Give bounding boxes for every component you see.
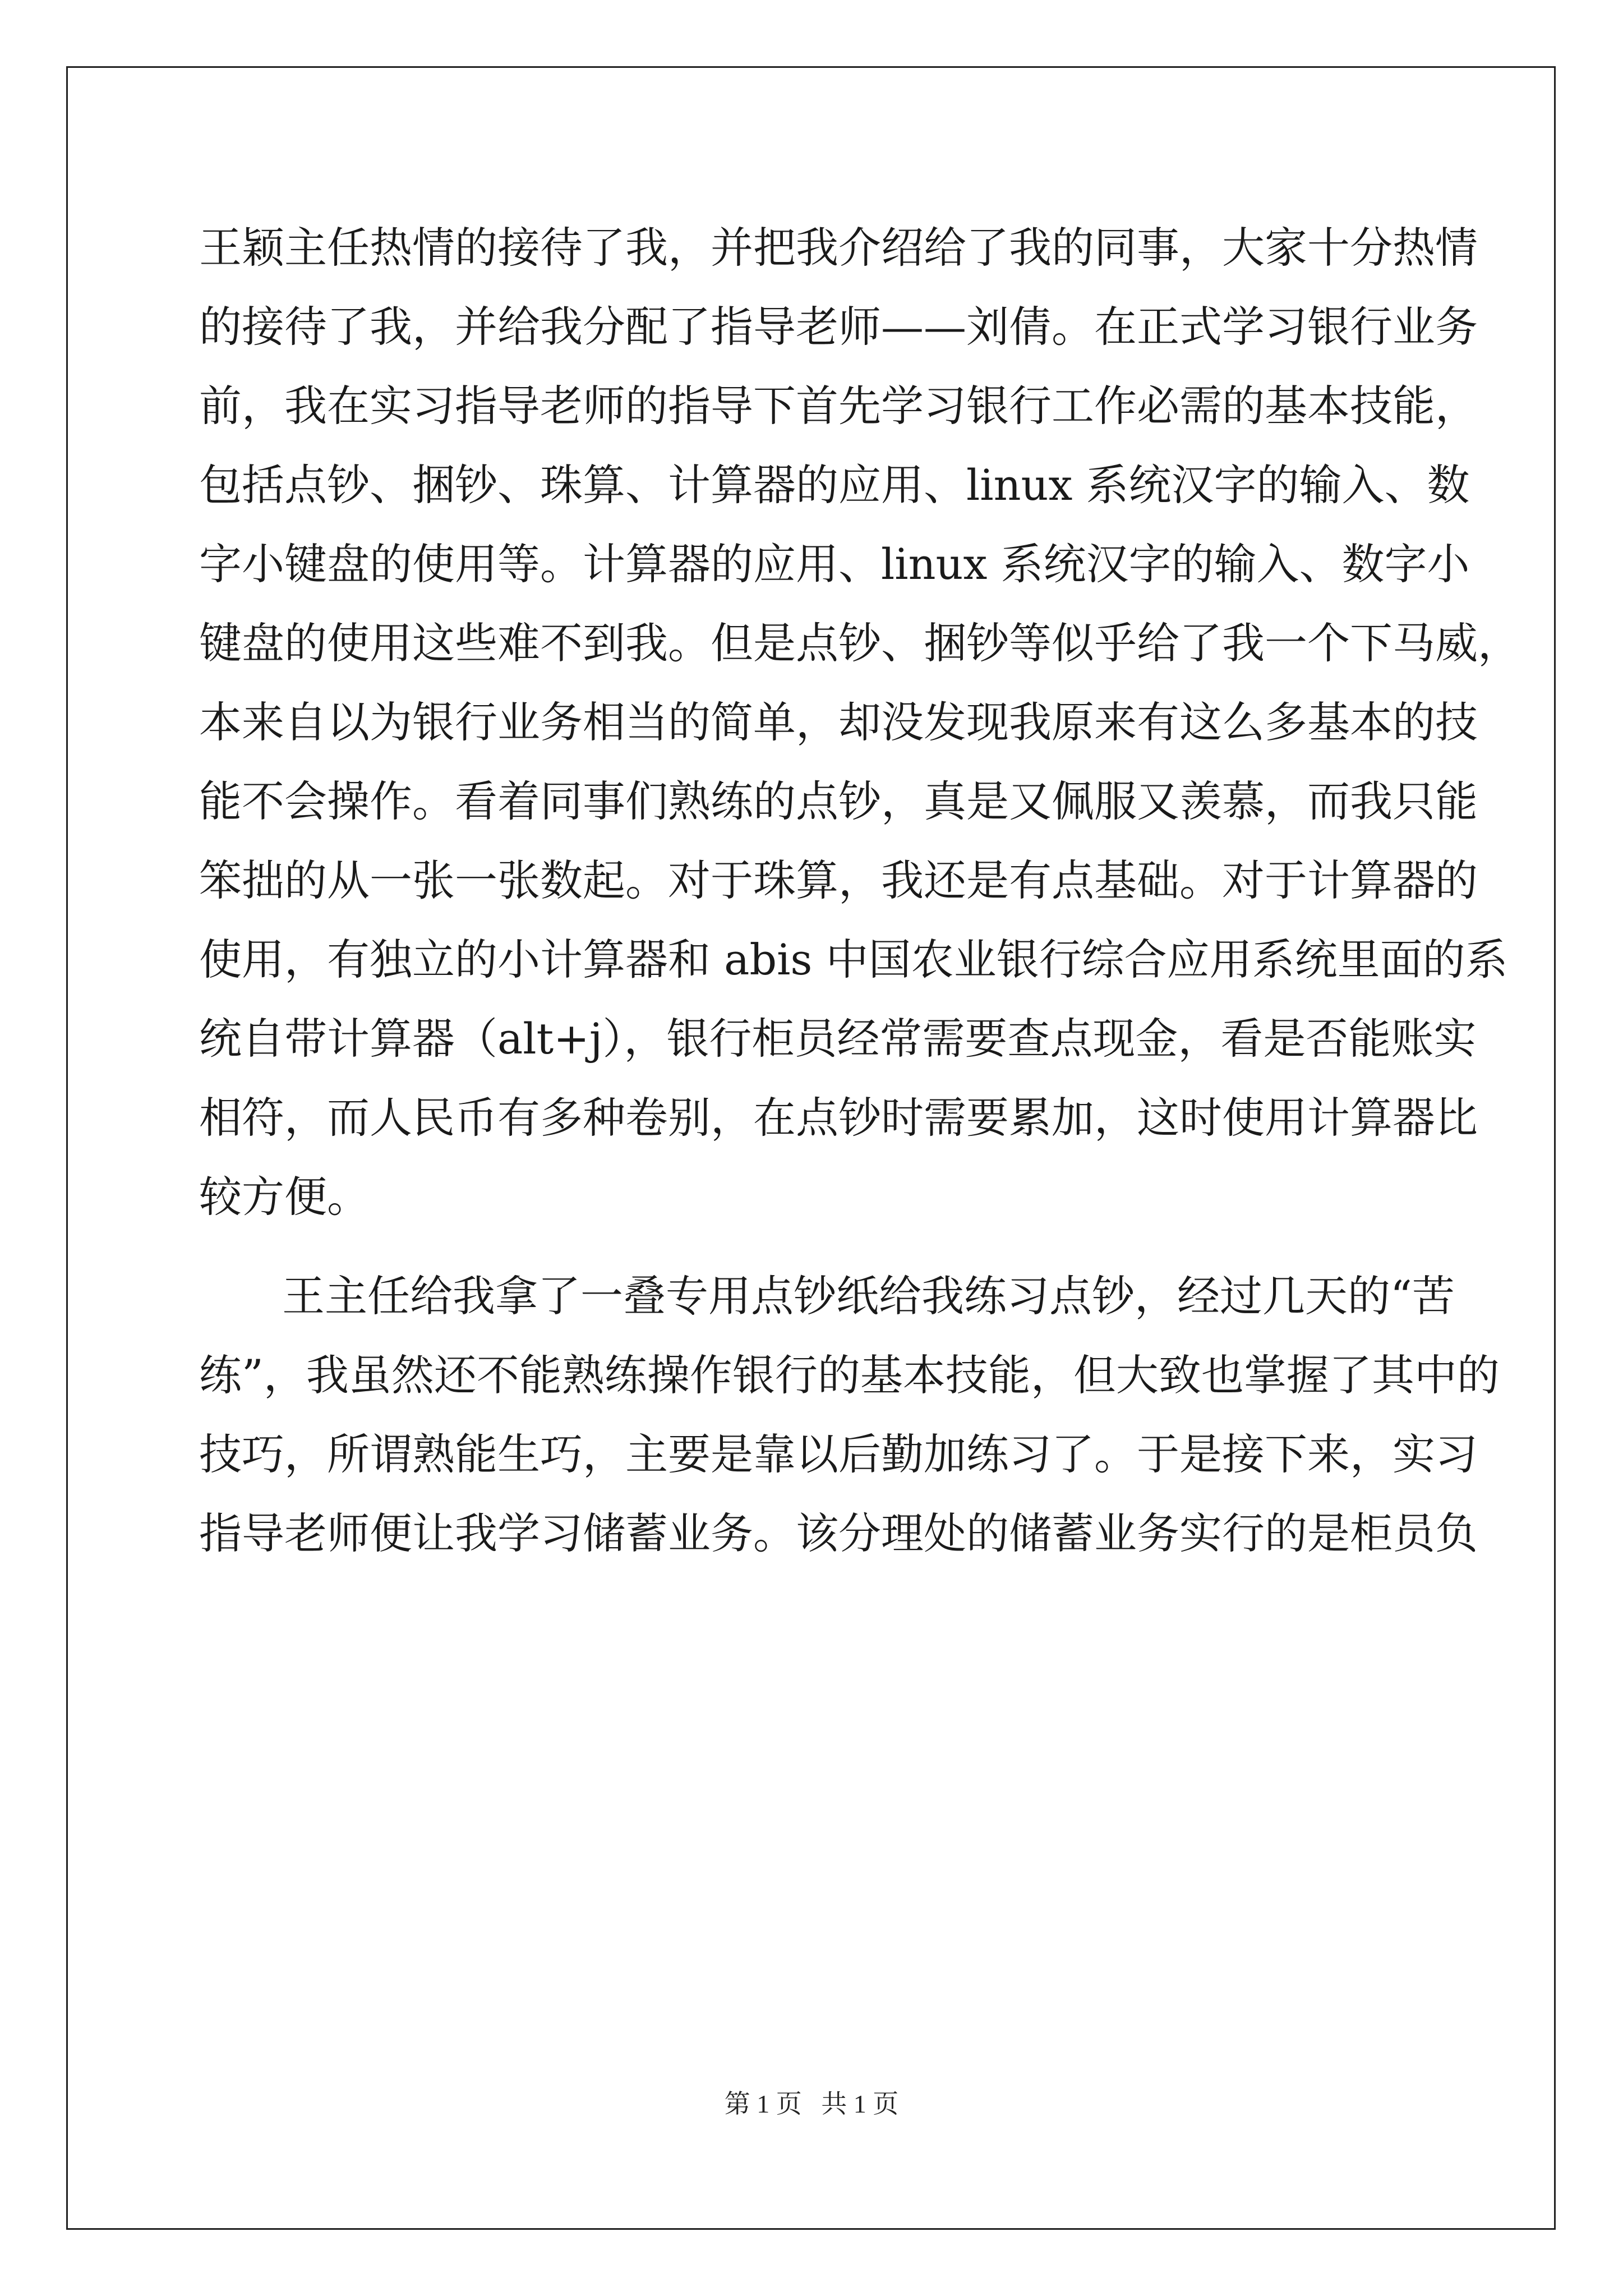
text-line: 练”，我虽然还不能熟练操作银行的基本技能，但大致也掌握了其中的 bbox=[199, 1350, 1500, 1400]
text-line: 使用，有独立的小计算器和 abis 中国农业银行综合应用系统里面的系 bbox=[199, 935, 1508, 984]
text-line: 包括点钞、捆钞、珠算、计算器的应用、linux 系统汉字的输入、数 bbox=[199, 460, 1470, 510]
document-body bbox=[199, 208, 1520, 1573]
page-footer bbox=[0, 2083, 1623, 2120]
paragraph-2 bbox=[199, 1257, 1500, 1573]
text-line: 字小键盘的使用等。计算器的应用、linux 系统汉字的输入、数字小 bbox=[199, 539, 1470, 589]
paragraph-spacer bbox=[199, 1236, 1424, 1257]
text-line: 前，我在实习指导老师的指导下首先学习银行工作必需的基本技能， bbox=[199, 381, 1478, 431]
text-line: 王主任给我拿了一叠专用点钞纸给我练习点钞，经过几天的“苦 bbox=[282, 1271, 1455, 1321]
text-line: 指导老师便让我学习储蓄业务。该分理处的储蓄业务实行的是柜员负 bbox=[199, 1508, 1478, 1558]
paragraph-1 bbox=[199, 208, 1520, 1236]
text-line: 技巧，所谓熟能生巧，主要是靠以后勤加练习了。于是接下来，实习 bbox=[199, 1429, 1478, 1479]
text-line: 键盘的使用这些难不到我。但是点钞、捆钞等似乎给了我一个下马威， bbox=[199, 618, 1520, 668]
text-line: 较方便。 bbox=[199, 1172, 370, 1222]
page-number-total: 共 1 页 bbox=[821, 2090, 899, 2118]
text-line: 笨拙的从一张一张数起。对于珠算，我还是有点基础。对于计算器的 bbox=[199, 855, 1478, 905]
text-line: 的接待了我，并给我分配了指导老师——刘倩。在正式学习银行业务 bbox=[199, 302, 1478, 352]
footer-separator bbox=[802, 2090, 822, 2118]
page-number-current: 第 1 页 bbox=[724, 2090, 802, 2118]
text-line: 统自带计算器（alt+j），银行柜员经常需要查点现金，看是否能账实 bbox=[199, 1014, 1477, 1064]
text-line: 能不会操作。看着同事们熟练的点钞，真是又佩服又羡慕，而我只能 bbox=[199, 776, 1478, 826]
text-line: 王颖主任热情的接待了我，并把我介绍给了我的同事，大家十分热情 bbox=[199, 223, 1478, 273]
text-line: 相符，而人民币有多种卷别，在点钞时需要累加，这时使用计算器比 bbox=[199, 1093, 1478, 1143]
text-line: 本来自以为银行业务相当的简单，却没发现我原来有这么多基本的技 bbox=[199, 697, 1478, 747]
